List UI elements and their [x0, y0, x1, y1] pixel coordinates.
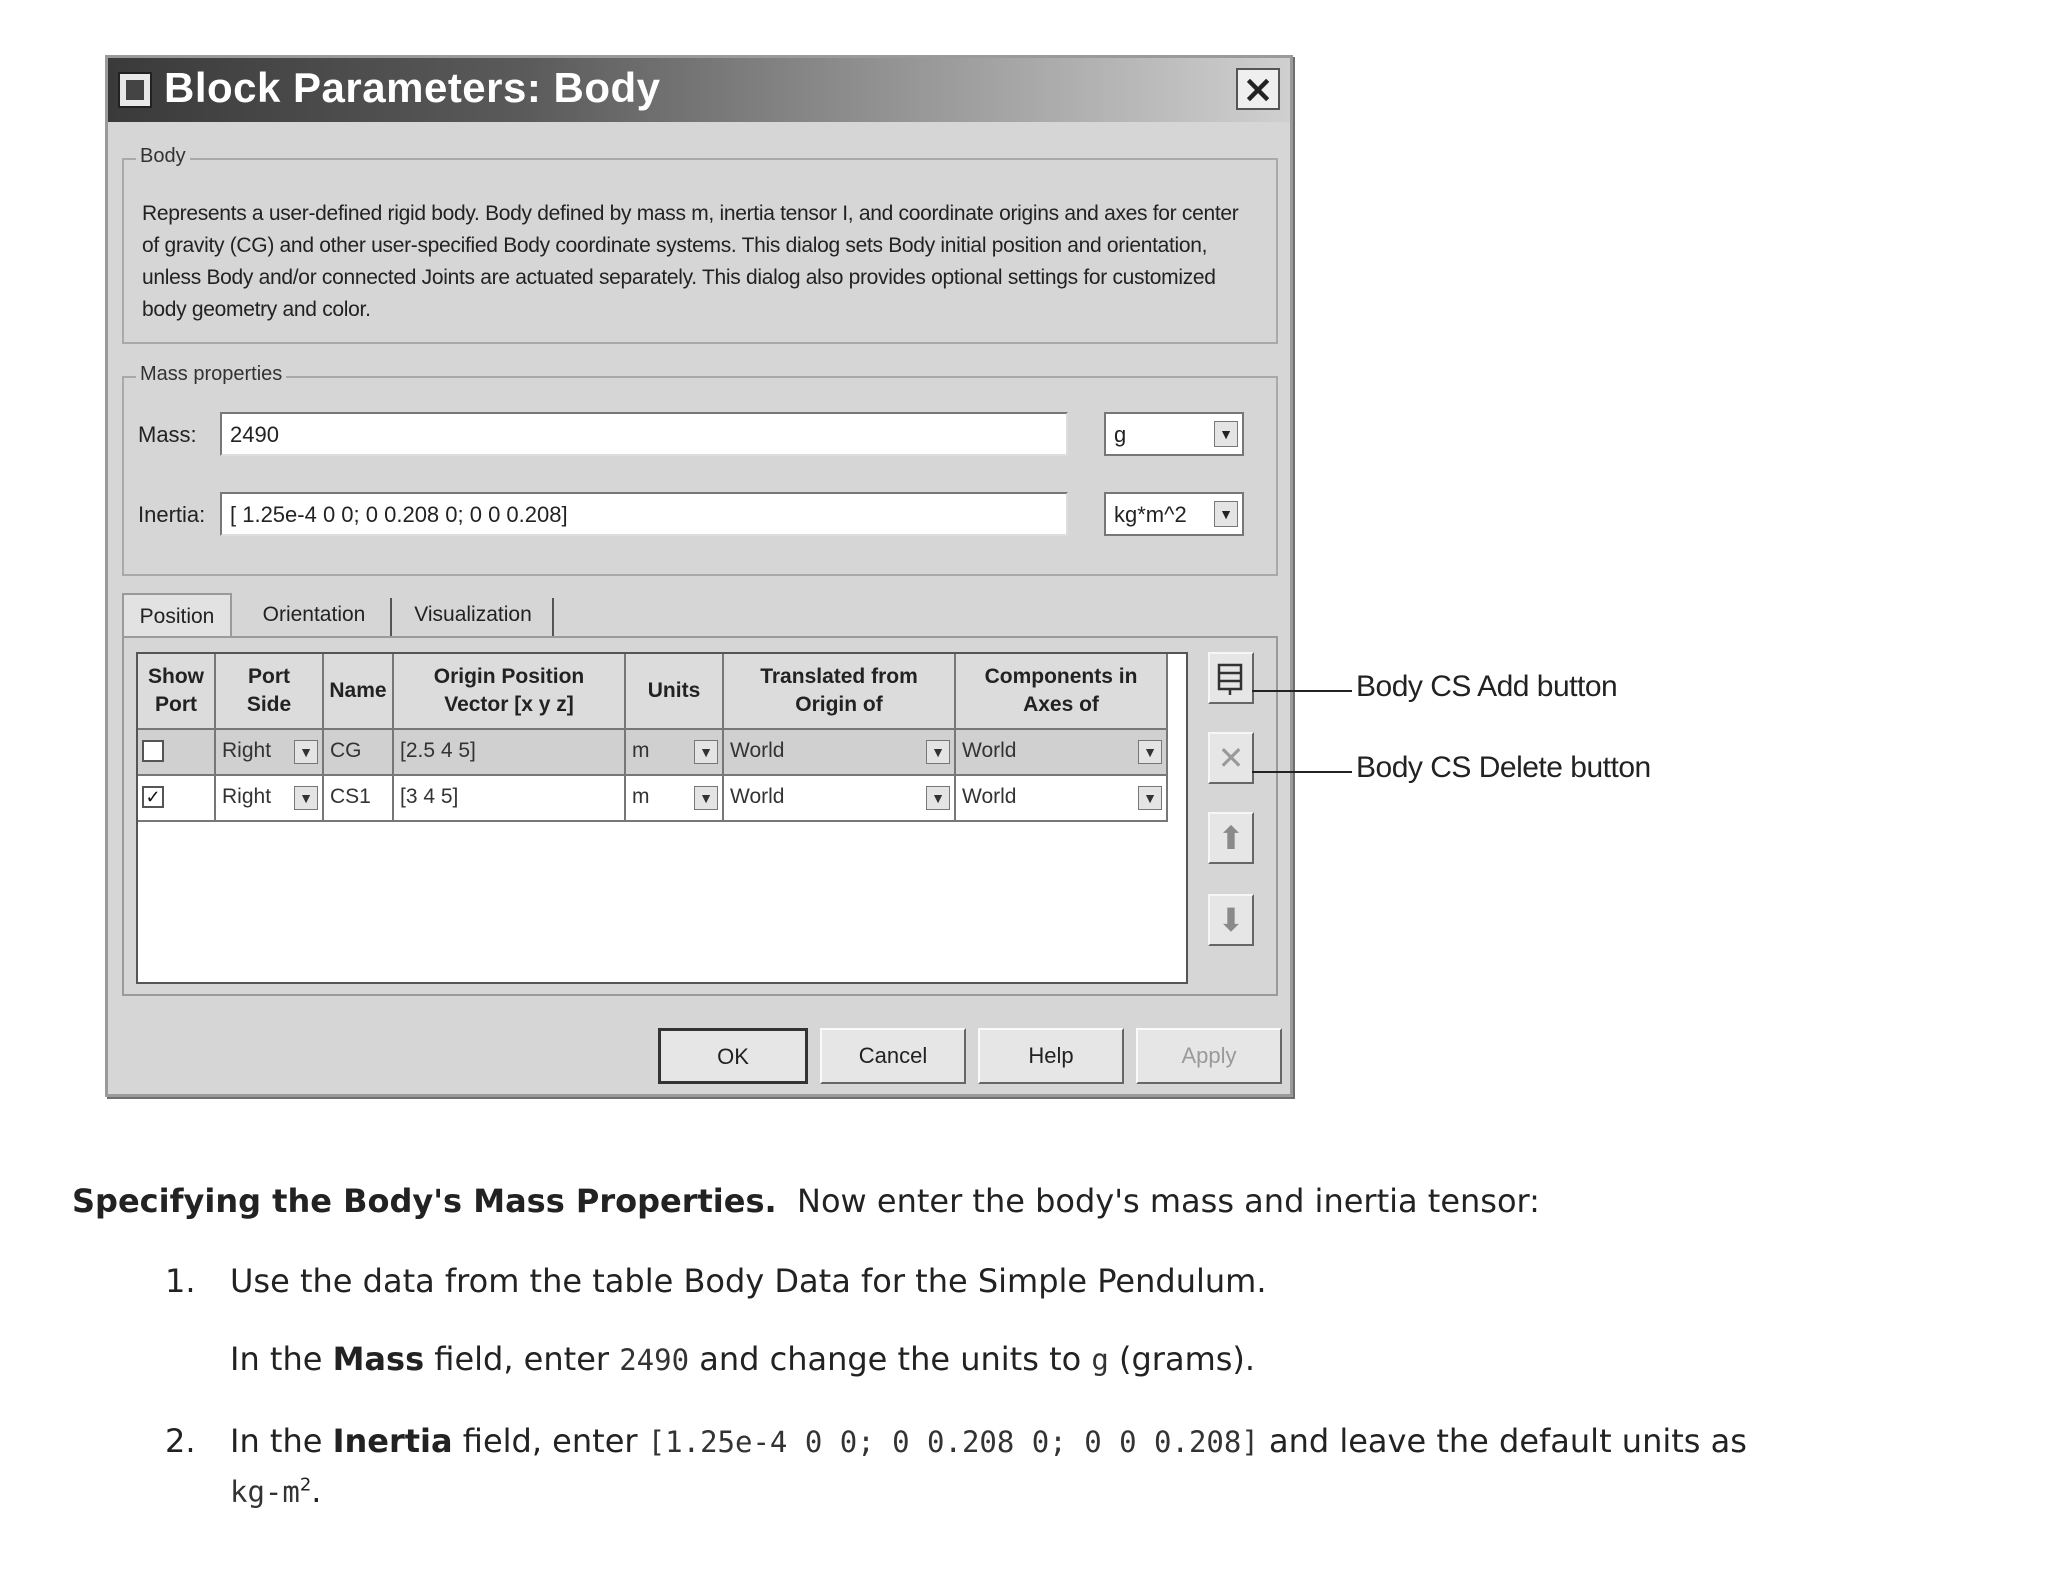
step-1b-bold: Mass [332, 1340, 425, 1378]
chevron-down-icon[interactable]: ▼ [1138, 786, 1162, 810]
body-group [122, 145, 1278, 344]
components-in-value: World [962, 785, 1017, 808]
step-2-pre: In the [230, 1422, 333, 1460]
step-2-unit: kg-m [230, 1475, 300, 1509]
show-port-checkbox[interactable]: ✓ [142, 786, 164, 808]
chevron-down-icon[interactable]: ▼ [1138, 740, 1162, 764]
column-header-show-port: Show Port [138, 654, 216, 730]
doc-heading-line [72, 1182, 1540, 1220]
port-side-value: Right [222, 785, 272, 808]
close-button[interactable]: × [1236, 68, 1280, 110]
step-2-unit-line [230, 1472, 321, 1510]
arrow-down-icon: ⬇ [1217, 901, 1245, 939]
tab-divider [552, 598, 554, 636]
column-header-components-in: Components in Axes of [956, 654, 1168, 730]
chevron-down-icon[interactable]: ▼ [694, 786, 718, 810]
step-2-sup: 2 [299, 1474, 312, 1496]
chevron-down-icon[interactable]: ▼ [1214, 501, 1238, 527]
translated-from-value: World [730, 785, 785, 808]
tab-position[interactable]: Position [122, 593, 232, 637]
tab-divider [390, 598, 392, 636]
body-cs-add-button[interactable] [1208, 652, 1254, 704]
body-cs-delete-button[interactable]: ✕ [1208, 732, 1254, 784]
units-value: m [632, 785, 650, 808]
mass-properties-legend: Mass properties [136, 363, 286, 386]
callout-add-label: Body CS Add button [1356, 670, 1618, 703]
step-2-number: 2. [165, 1422, 196, 1460]
step-2-bold: Inertia [332, 1422, 453, 1460]
step-2-end: . [311, 1472, 322, 1510]
callout-line-add [1252, 690, 1352, 692]
simulink-block-icon [118, 72, 152, 108]
step-1b-mid2: and change the units to [689, 1340, 1092, 1378]
column-header-port-side: Port Side [216, 654, 324, 730]
port-side-cell[interactable] [216, 730, 324, 776]
move-down-button[interactable] [1208, 894, 1254, 946]
translated-from-cell[interactable] [724, 776, 956, 822]
doc-intro: Now enter the body's mass and inertia tensor: [797, 1182, 1540, 1220]
inertia-input[interactable]: [ 1.25e-4 0 0; 0 0.208 0; 0 0 0.208] [220, 492, 1068, 536]
step-1b-post: (grams). [1108, 1340, 1256, 1378]
step-2-mid: field, enter [452, 1422, 648, 1460]
arrow-up-icon: ⬆ [1217, 819, 1245, 857]
callout-line-delete [1252, 771, 1352, 773]
show-port-cell[interactable] [138, 730, 216, 776]
step-1b-text [230, 1340, 1255, 1378]
mass-label: Mass: [138, 422, 197, 447]
inertia-label: Inertia: [138, 502, 206, 527]
components-in-cell[interactable] [956, 730, 1168, 776]
components-in-value: World [962, 739, 1017, 762]
components-in-cell[interactable] [956, 776, 1168, 822]
block-parameters-dialog [105, 55, 1293, 1097]
step-1b-code2: g [1091, 1343, 1109, 1377]
show-port-checkbox[interactable] [142, 740, 164, 762]
translated-from-cell[interactable] [724, 730, 956, 776]
translated-from-value: World [730, 739, 785, 762]
name-cell[interactable]: CG [324, 730, 394, 776]
cancel-button[interactable]: Cancel [820, 1028, 966, 1084]
column-header-translated-from: Translated from Origin of [724, 654, 956, 730]
name-cell[interactable]: CS1 [324, 776, 394, 822]
origin-cell[interactable]: [2.5 4 5] [394, 730, 626, 776]
position-tab-panel [122, 636, 1278, 996]
step-1-number: 1. [165, 1262, 196, 1300]
title-bar[interactable] [108, 58, 1290, 122]
chevron-down-icon[interactable]: ▼ [926, 740, 950, 764]
add-cs-icon [1216, 662, 1246, 696]
step-1-text: Use the data from the table Body Data for the Simple Pendulum. [230, 1262, 1267, 1300]
step-1b-mid: field, enter [424, 1340, 620, 1378]
column-header-units: Units [626, 654, 724, 730]
doc-heading: Specifying the Body's Mass Properties. [72, 1182, 777, 1220]
chevron-down-icon[interactable]: ▼ [926, 786, 950, 810]
port-side-cell[interactable] [216, 776, 324, 822]
body-description: Represents a user-defined rigid body. Body defined by mass m, inertia tensor I, and coordinate origins and axes for center of gravity (CG) and other user-specified Body coordinate systems. This dialog sets Body initial position and orientation, unless Body and/or connected Joints are actuated separately. This dialog also provides optional settings for customized body geometry and color. [142, 202, 1239, 321]
units-cell[interactable] [626, 776, 724, 822]
inertia-unit-select[interactable] [1104, 492, 1244, 536]
units-value: m [632, 739, 650, 762]
step-1b-pre: In the [230, 1340, 333, 1378]
callout-delete-label: Body CS Delete button [1356, 751, 1651, 784]
step-1b-code: 2490 [619, 1343, 690, 1377]
chevron-down-icon[interactable]: ▼ [1214, 421, 1238, 447]
dialog-title: Block Parameters: Body [164, 64, 661, 111]
column-header-origin: Origin Position Vector [x y z] [394, 654, 626, 730]
help-button[interactable]: Help [978, 1028, 1124, 1084]
origin-cell[interactable]: [3 4 5] [394, 776, 626, 822]
body-cs-table [136, 652, 1188, 984]
ok-button[interactable]: OK [658, 1028, 808, 1084]
chevron-down-icon[interactable]: ▼ [294, 786, 318, 810]
mass-unit-value: g [1114, 422, 1127, 447]
show-port-cell[interactable] [138, 776, 216, 822]
step-2-code: [1.25e-4 0 0; 0 0.208 0; 0 0 0.208] [647, 1425, 1259, 1459]
tab-orientation[interactable]: Orientation [262, 603, 366, 626]
body-group-legend: Body [136, 145, 190, 168]
mass-input[interactable]: 2490 [220, 412, 1068, 456]
chevron-down-icon[interactable]: ▼ [294, 740, 318, 764]
mass-properties-group [122, 363, 1278, 576]
units-cell[interactable] [626, 730, 724, 776]
step-2-text [230, 1422, 1910, 1460]
tab-visualization[interactable]: Visualization [414, 603, 532, 626]
column-header-name: Name [324, 654, 394, 730]
chevron-down-icon[interactable]: ▼ [694, 740, 718, 764]
step-2-post: and leave the default units as [1258, 1422, 1747, 1460]
mass-unit-select[interactable] [1104, 412, 1244, 456]
apply-button[interactable]: Apply [1136, 1028, 1282, 1084]
port-side-value: Right [222, 739, 272, 762]
inertia-unit-value: kg*m^2 [1114, 502, 1187, 527]
move-up-button[interactable] [1208, 812, 1254, 864]
